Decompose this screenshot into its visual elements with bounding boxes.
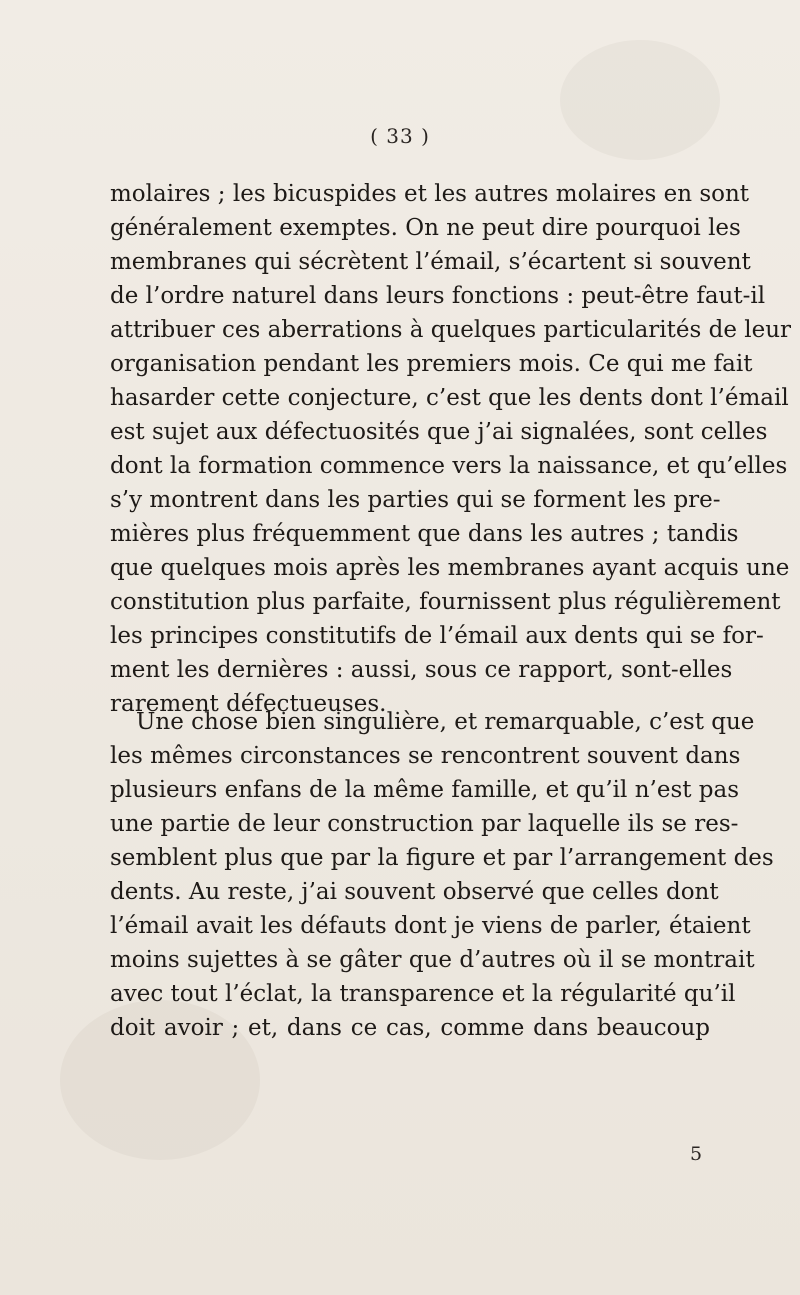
text-line: molaires ; les bicuspides et les autres molaires en sont	[110, 181, 750, 207]
text-line: mières plus fréquemment que dans les autres ; tandis	[110, 521, 739, 547]
text-line: dents. Au reste, j’ai souvent observé que celles dont	[110, 879, 719, 905]
text-line: que quelques mois après les membranes ayant acquis une	[110, 555, 790, 581]
text-line: Une chose bien singulière, et remarquable, c’est que	[136, 709, 755, 735]
text-line: de l’ordre naturel dans leurs fonctions : peut-être faut-il	[110, 283, 766, 309]
text-line: dont la formation commence vers la naissance, et qu’elles	[110, 453, 788, 479]
text-line: organisation pendant les premiers mois. Ce qui me fait	[110, 351, 753, 377]
text-line: constitution plus parfaite, fournissent plus régulièrement	[110, 589, 781, 615]
text-line: les mêmes circonstances se rencontrent souvent dans	[110, 743, 741, 769]
text-line: plusieurs enfans de la même famille, et qu’il n’est pas	[110, 777, 740, 803]
signature-mark: 5	[690, 1143, 703, 1165]
text-line: semblent plus que par la figure et par l’arrangement des	[110, 845, 774, 871]
text-line: une partie de leur construction par laquelle ils se res-	[110, 811, 739, 837]
text-line: moins sujettes à se gâter que d’autres où il se montrait	[110, 947, 755, 973]
text-line: l’émail avait les défauts dont je viens de parler, étaient	[110, 913, 751, 939]
text-line: s’y montrent dans les parties qui se forment les pre-	[110, 487, 721, 513]
text-line: attribuer ces aberrations à quelques particularités de leur	[110, 317, 792, 343]
text-line: généralement exemptes. On ne peut dire pourquoi les	[110, 215, 741, 241]
text-line: hasarder cette conjecture, c’est que les dents dont l’émail	[110, 385, 789, 411]
text-line: doit avoir ; et, dans ce cas, comme dans beaucoup	[110, 1015, 710, 1041]
page-number: ( 33 )	[370, 124, 430, 148]
text-line: ment les dernières : aussi, sous ce rapport, sont-elles	[110, 657, 733, 683]
text-line: est sujet aux défectuosités que j’ai signalées, sont celles	[110, 419, 768, 445]
text-line: les principes constitutifs de l’émail aux dents qui se for-	[110, 623, 764, 649]
text-line: avec tout l’éclat, la transparence et la régularité qu’il	[110, 981, 736, 1007]
text-line: membranes qui sécrètent l’émail, s’écartent si souvent	[110, 249, 751, 275]
text-line: rarement défectueuses.	[110, 691, 387, 717]
paragraph-1	[110, 177, 792, 721]
paragraph-2	[110, 705, 774, 1045]
